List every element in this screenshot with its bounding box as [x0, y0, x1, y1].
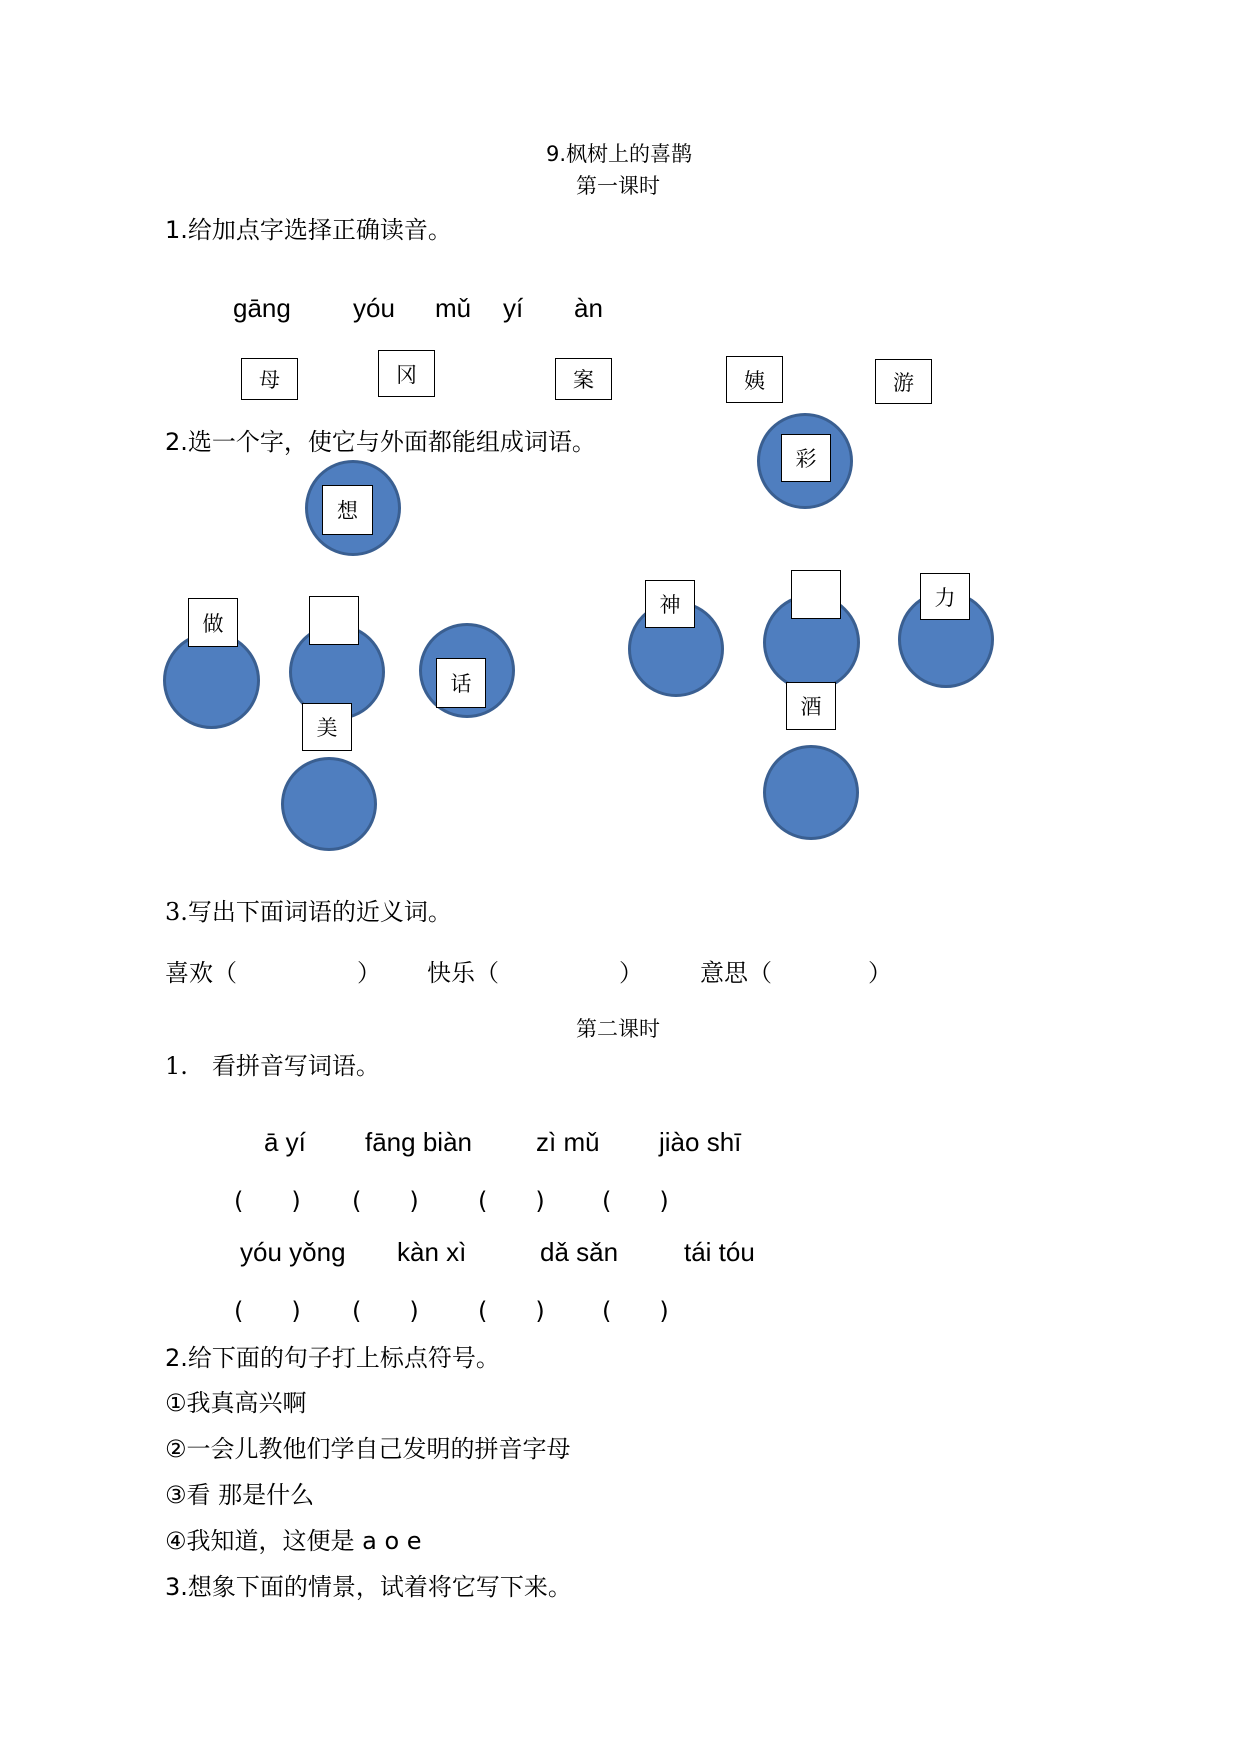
pinyin-row1-2: fāng biàn: [365, 1127, 472, 1157]
char-box-2: 冈: [378, 350, 435, 397]
pinyin-row2-1: yóu yǒng: [240, 1237, 346, 1267]
sentence-2: ②一会儿教他们学自己发明的拼音字母: [165, 1435, 571, 1463]
blank-row1-2[interactable]: ( ): [352, 1187, 419, 1215]
answer-box-left-center[interactable]: [309, 596, 359, 645]
circle-left-bottom: [281, 757, 377, 851]
blank-row2-2[interactable]: ( ): [352, 1297, 419, 1325]
sentence-1: ①我真高兴啊: [165, 1389, 307, 1417]
answer-box-right-center[interactable]: [791, 570, 841, 619]
pinyin-3: mǔ: [435, 293, 472, 323]
pinyin-row1-1: ā yí: [264, 1127, 306, 1157]
char-box-left-left: 做: [188, 598, 238, 647]
pinyin-row1-3: zì mǔ: [536, 1127, 600, 1157]
p2-q2-prompt: 2.给下面的句子打上标点符号。: [165, 1344, 500, 1372]
blank-row2-4[interactable]: ( ): [602, 1297, 669, 1325]
pinyin-5: àn: [574, 293, 603, 323]
pinyin-1: gāng: [233, 293, 291, 323]
blank-row1-1[interactable]: ( ): [234, 1187, 301, 1215]
char-box-right-bottom: 酒: [786, 682, 836, 730]
pinyin-row2-3: dǎ sǎn: [540, 1237, 619, 1267]
synonym-item-1: 喜欢（ ）: [165, 959, 381, 987]
pinyin-2: yóu: [353, 293, 395, 323]
char-box-5: 游: [875, 359, 932, 404]
char-box-left-top: 想: [322, 485, 373, 535]
char-box-left-right: 话: [436, 658, 486, 708]
page-title: 9.枫树上的喜鹊: [546, 142, 693, 166]
pinyin-4: yí: [503, 293, 524, 323]
blank-row2-1[interactable]: ( ): [234, 1297, 301, 1325]
char-box-left-bottom: 美: [302, 703, 352, 751]
blank-row1-4[interactable]: ( ): [602, 1187, 669, 1215]
pinyin-row2-2: kàn xì: [397, 1237, 467, 1267]
sentence-4: ④我知道，这便是 a o e: [165, 1527, 422, 1555]
char-box-right-left: 神: [645, 580, 695, 628]
char-box-4: 姨: [726, 356, 783, 403]
lesson2-heading: 第二课时: [576, 1017, 660, 1041]
q1-prompt: 1.给加点字选择正确读音。: [165, 216, 452, 244]
char-box-right-top: 彩: [781, 434, 831, 482]
sentence-3: ③看 那是什么: [165, 1481, 315, 1509]
pinyin-row2-4: tái tóu: [684, 1237, 755, 1267]
blank-row1-3[interactable]: ( ): [478, 1187, 545, 1215]
pinyin-row1-4: jiào shī: [659, 1127, 742, 1157]
synonym-item-2: 快乐（ ）: [427, 959, 643, 987]
char-box-3: 案: [555, 358, 612, 400]
char-box-right-right: 力: [920, 573, 970, 620]
q3-prompt: 3.写出下面词语的近义词。: [165, 898, 452, 926]
synonym-item-3: 意思（ ）: [700, 959, 892, 987]
lesson1-heading: 第一课时: [576, 174, 660, 198]
p2-q3-prompt: 3.想象下面的情景，试着将它写下来。: [165, 1573, 572, 1601]
char-box-1: 母: [241, 358, 298, 400]
blank-row2-3[interactable]: ( ): [478, 1297, 545, 1325]
p2-q1-prompt: 1. 看拼音写词语。: [165, 1052, 380, 1080]
circle-right-bottom: [763, 745, 859, 840]
q2-prompt: 2.选一个字，使它与外面都能组成词语。: [165, 428, 596, 456]
